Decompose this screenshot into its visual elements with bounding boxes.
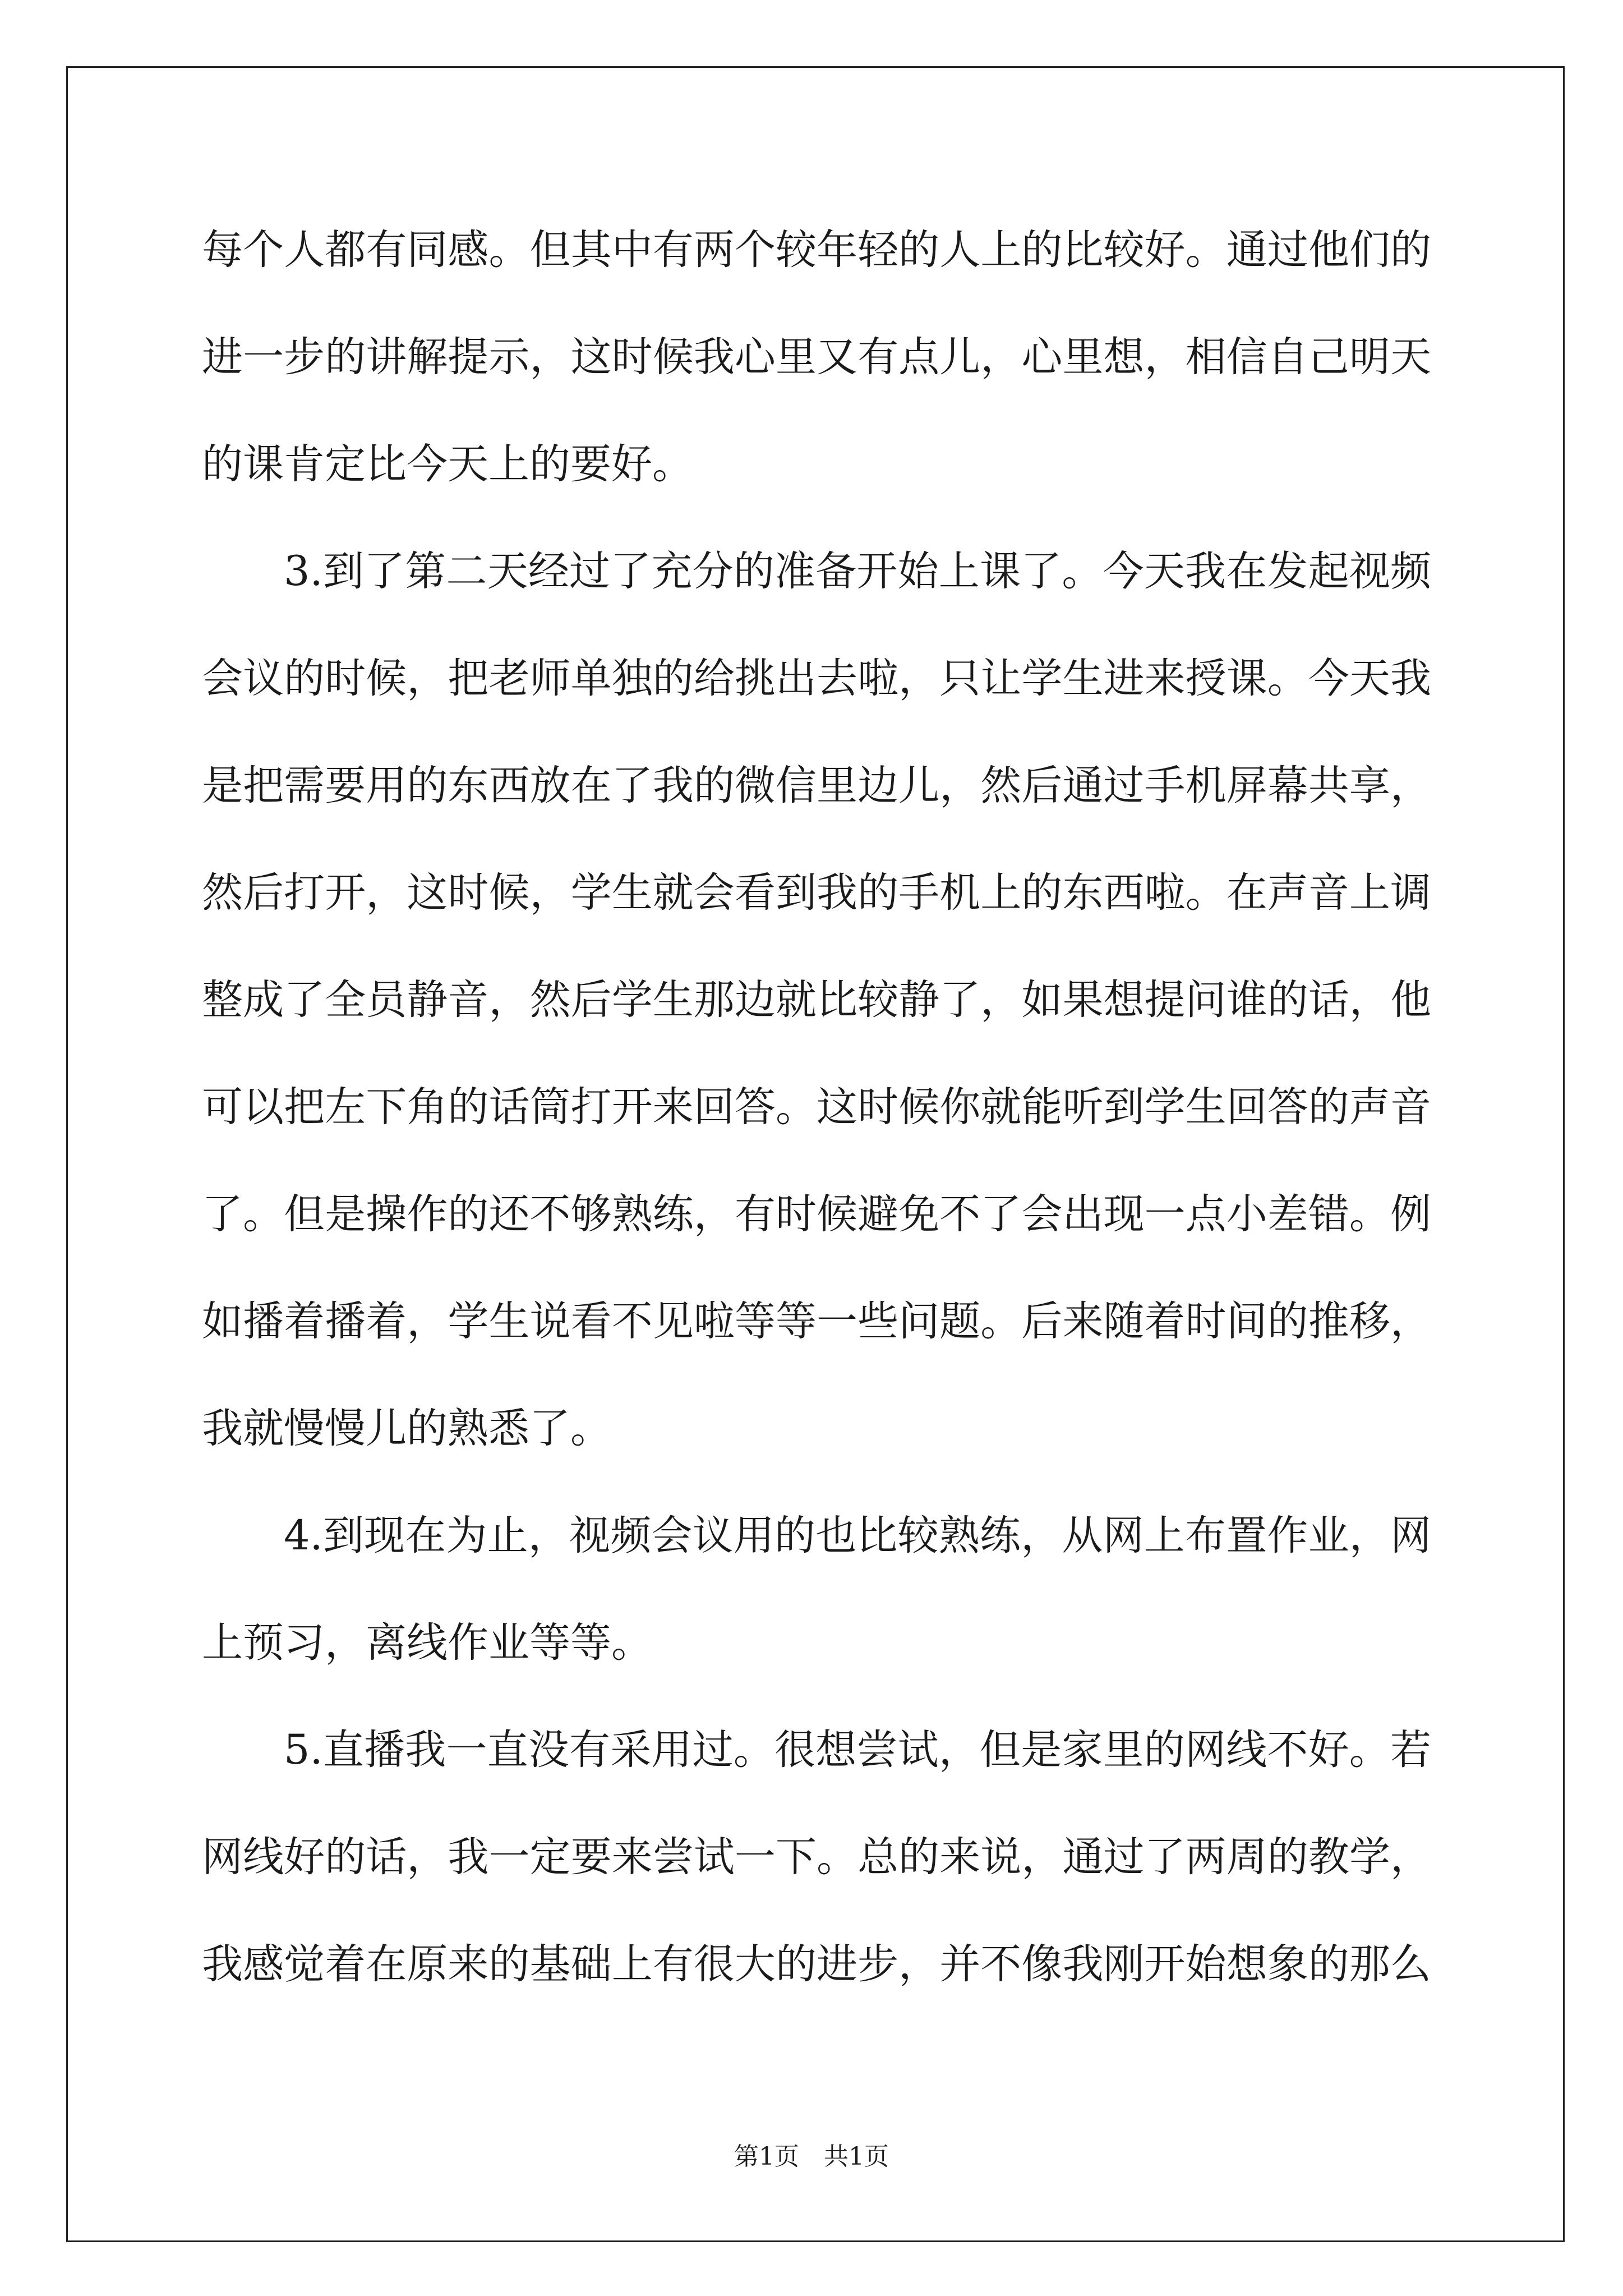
page-footer: 第1页 共1页	[734, 2142, 889, 2171]
document-body	[202, 196, 1431, 2018]
text-line: 进一步的讲解提示，这时候我心里又有点儿，心里想，相信自己明天	[202, 333, 1431, 381]
text-line: 我就慢慢儿的熟悉了。	[202, 1405, 611, 1452]
text-line: 每个人都有同感。但其中有两个较年轻的人上的比较好。通过他们的	[202, 226, 1431, 274]
text-line: 会议的时候，把老师单独的给挑出去啦，只让学生进来授课。今天我	[202, 655, 1431, 702]
paragraph	[202, 196, 1431, 518]
text-line: 的课肯定比今天上的要好。	[202, 440, 693, 488]
text-line: 如播着播着，学生说看不见啦等等一些问题。后来随着时间的推移，	[202, 1297, 1431, 1345]
text-line: 3.到了第二天经过了充分的准备开始上课了。今天我在发起视频	[284, 547, 1431, 595]
text-line: 可以把左下角的话筒打开来回答。这时候你就能听到学生回答的声音	[202, 1083, 1431, 1131]
text-line: 我感觉着在原来的基础上有很大的进步，并不像我刚开始想象的那么	[202, 1940, 1431, 1988]
text-line: 5.直播我一直没有采用过。很想尝试，但是家里的网线不好。若	[284, 1726, 1431, 1774]
text-line: 4.到现在为止，视频会议用的也比较熟练，从网上布置作业，网	[284, 1512, 1431, 1559]
text-line: 是把需要用的东西放在了我的微信里边儿，然后通过手机屏幕共享，	[202, 762, 1431, 809]
paragraph	[202, 1696, 1431, 2018]
text-line: 了。但是操作的还不够熟练，有时候避免不了会出现一点小差错。例	[202, 1190, 1431, 1238]
paragraph	[202, 518, 1431, 1482]
text-line: 然后打开，这时候，学生就会看到我的手机上的东西啦。在声音上调	[202, 869, 1431, 917]
text-line: 上预习，离线作业等等。	[202, 1619, 652, 1667]
text-line: 网线好的话，我一定要来尝试一下。总的来说，通过了两周的教学，	[202, 1833, 1431, 1881]
text-line: 整成了全员静音，然后学生那边就比较静了，如果想提问谁的话，他	[202, 976, 1431, 1024]
paragraph	[202, 1482, 1431, 1696]
